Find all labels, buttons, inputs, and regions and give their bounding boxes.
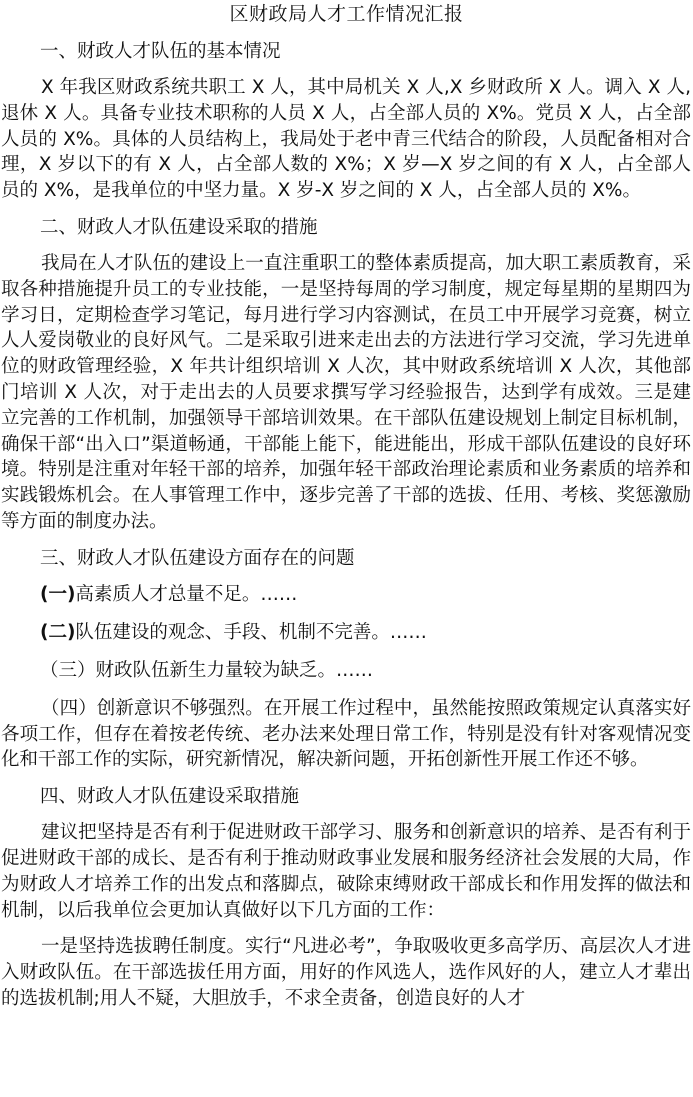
- section-4-paragraph-2: 一是坚持选拔聘任制度。实行“凡进必考”，争取吸收更多高学历、高层次人才进入财政队伍。在干部选拔任用方面，用好的作风选人，选作风好的人，建立人才辈出的选拔机制;用人不疑，大胆放手，不求全责备，创造良好的人才: [1, 936, 691, 1009]
- issue-item-4-paragraph: （四）创新意识不够强烈。在开展工作过程中，虽然能按照政策规定认真落实好各项工作，但存在着按老传统、老办法来处理日常工作，特别是没有针对客观情况变化和干部工作的实际，研究新情况，解决新问题，开拓创新性开展工作还不够。: [1, 697, 691, 771]
- section-4-paragraph-1: 建议把坚持是否有利于促进财政干部学习、服务和创新意识的培养、是否有利于促进财政干部的成长、是否有利于推动财政事业发展和服务经济社会发展的大局，作为财政人才培养工作的出发点和落脚点，破除束缚财政干部成长和作用发挥的做法和机制，以后我单位会更加认真做好以下几方面的工作：: [1, 822, 691, 921]
- issue-number: （三）: [40, 659, 96, 681]
- section-1-paragraph-1: X 年我区财政系统共职工 X 人，其中局机关 X 人,X 乡财政所 X 人。调入 X 人,退休 X 人。具备专业技术职称的人员 X 人，占全部人员的 X%。党员 X 人，占全部人员的 X%。具体的人员结构上，我局处于老中青三代结合的阶段，人员配备相对合理，X 岁以下的有 X 人，占全部人数的 X%；X 岁—X 岁之间的有 X 人，占全部人员的 X%，是我单位的中坚力量。X 岁-X 岁之间的 X 人，占全部人员的 X%。: [1, 77, 691, 202]
- issue-number: (二): [40, 621, 76, 643]
- issue-number: (一): [40, 583, 76, 605]
- issue-text: 财政队伍新生力量较为缺乏。……: [95, 659, 374, 681]
- issue-item-2: [0, 620, 693, 646]
- issue-text: 队伍建设的观念、手段、机制不完善。……: [75, 621, 427, 643]
- section-heading-3: 三、财政人才队伍建设方面存在的问题: [40, 547, 355, 569]
- issue-item-1: [0, 582, 693, 608]
- section-heading-2: 二、财政人才队伍建设采取的措施: [40, 216, 318, 238]
- issue-item-3: [0, 658, 693, 684]
- section-2-paragraph-1: 我局在人才队伍的建设上一直注重职工的整体素质提高，加大职工素质教育，采取各种措施提升员工的专业技能，一是坚持每周的学习制度，规定每星期的星期四为学习日，定期检查学习笔记，每月进行学习内容测试，在员工中开展学习竞赛，树立人人爱岗敬业的良好风气。二是采取引进来走出去的方法进行学习交流，学习先进单位的财政管理经验，X 年共计组织培训 X 人次，其中财政系统培训 X 人次，其他部门培训 X 人次，对于走出去的人员要求撰写学习经验报告，达到学有成效。三是建立完善的工作机制，加强领导干部培训效果。在干部队伍建设规划上制定目标机制，确保干部“出入口”渠道畅通，干部能上能下，能进能出，形成干部队伍建设的良好环境。特别是注重对年轻干部的培养，加强年轻干部政治理论素质和业务素质的培养和实践锻炼机会。在人事管理工作中，逐步完善了干部的选拔、任用、考核、奖惩激励等方面的制度办法。: [1, 252, 691, 532]
- issue-text: 高素质人才总量不足。……: [75, 583, 298, 605]
- document-title: 区财政局人才工作情况汇报: [229, 3, 464, 25]
- section-heading-4: 四、财政人才队伍建设采取措施: [40, 786, 300, 808]
- section-heading-1: 一、财政人才队伍的基本情况: [40, 41, 281, 62]
